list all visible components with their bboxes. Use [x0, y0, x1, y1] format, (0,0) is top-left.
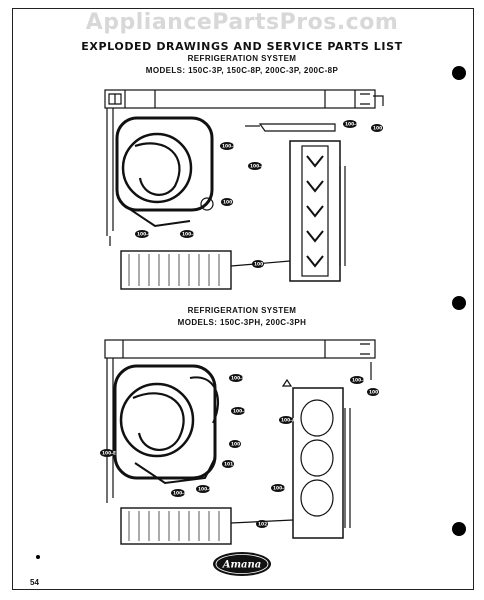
svg-text:100-K: 100-K: [231, 376, 246, 382]
binder-hole-icon: [452, 522, 466, 536]
svg-text:101: 101: [224, 462, 234, 468]
refrigeration-diagram-2: [95, 338, 395, 546]
svg-text:102: 102: [258, 522, 268, 528]
svg-text:100: 100: [369, 390, 379, 396]
svg-text:100-B: 100-B: [222, 144, 237, 150]
svg-text:100-D: 100-D: [345, 122, 360, 128]
amana-logo-icon: [212, 551, 272, 577]
section-subtitle: REFRIGERATION SYSTEM: [187, 54, 297, 63]
svg-text:100-A: 100-A: [250, 164, 265, 170]
svg-text:100-H: 100-H: [173, 491, 188, 497]
logo-text: Amana: [222, 559, 262, 571]
refrigeration-diagram-1: [95, 86, 395, 292]
watermark: AppliancePartsPros.com: [85, 10, 399, 35]
page-number: 54: [30, 578, 39, 587]
svg-text:100: 100: [231, 442, 241, 448]
svg-text:100: 100: [254, 262, 264, 268]
binder-hole-icon: [452, 66, 466, 80]
models-line: MODELS: 150C-3P, 150C-8P, 200C-3P, 200C-8P: [145, 66, 339, 75]
svg-text:100-A: 100-A: [281, 418, 296, 424]
registration-mark: [36, 555, 40, 559]
section2-models: MODELS: 150C-3PH, 200C-3PH: [177, 318, 307, 327]
svg-text:100-C: 100-C: [137, 232, 152, 238]
section2-title: REFRIGERATION SYSTEM: [187, 306, 297, 315]
svg-text:100-D: 100-D: [352, 378, 367, 384]
svg-text:100-L: 100-L: [273, 486, 287, 492]
page-title: EXPLODED DRAWINGS AND SERVICE PARTS LIST: [81, 40, 403, 53]
svg-text:100: 100: [223, 200, 233, 206]
svg-text:100-E: 100-E: [182, 232, 196, 238]
svg-text:100-G: 100-G: [198, 487, 213, 493]
svg-text:100-E: 100-E: [102, 451, 116, 457]
svg-text:100: 100: [373, 126, 383, 132]
svg-text:100-F: 100-F: [233, 409, 247, 415]
